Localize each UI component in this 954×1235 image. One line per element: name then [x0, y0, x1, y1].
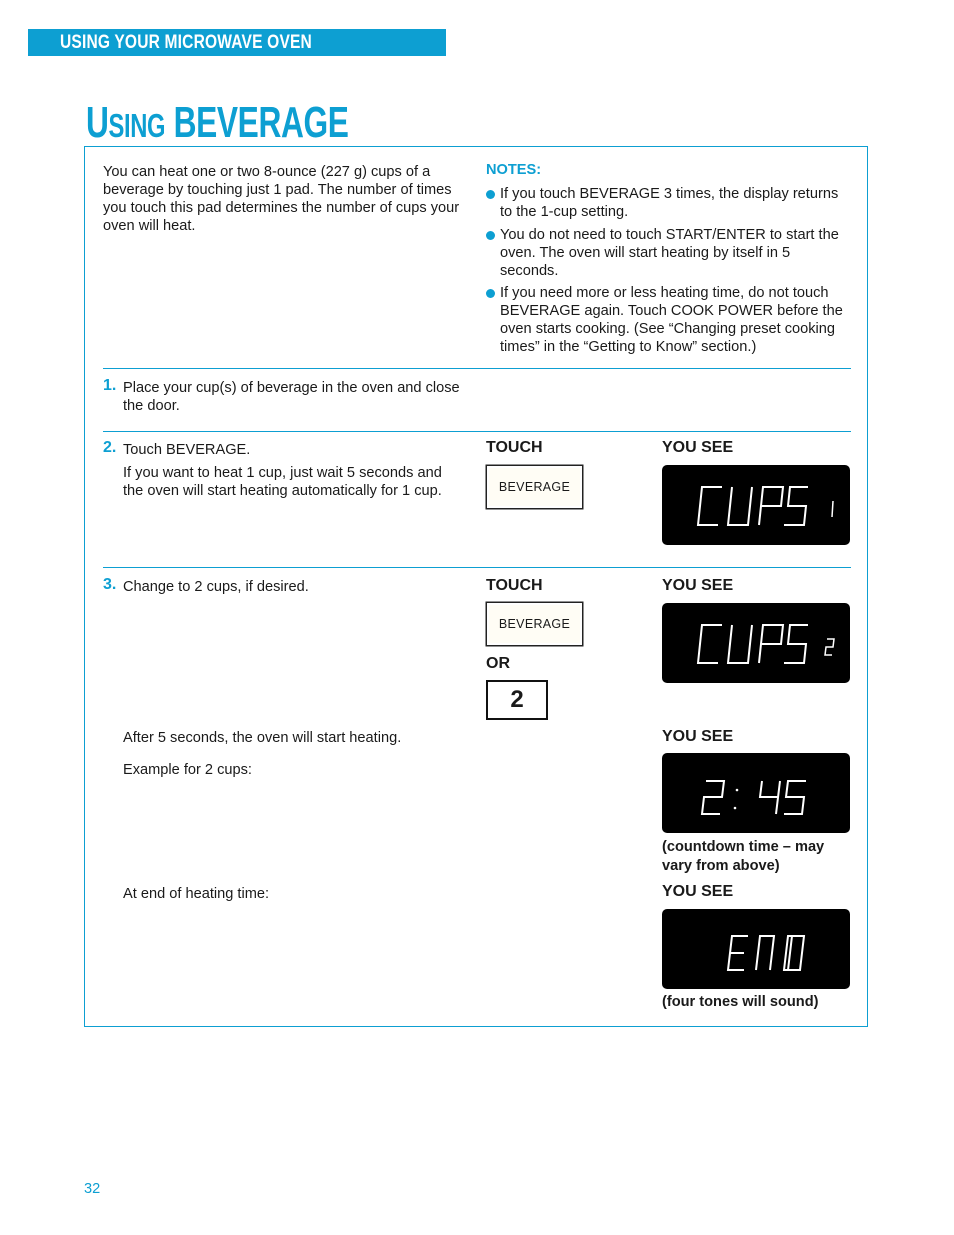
divider [103, 368, 851, 369]
section-header-bar [28, 29, 446, 56]
after-text: After 5 seconds, the oven will start heating. [123, 730, 402, 746]
display-qty-digit [825, 639, 834, 655]
note-item [486, 226, 846, 280]
display-time-digits [702, 781, 806, 814]
step-detail: If you want to heat 1 cup, just wait 5 seconds and the oven will start heating automatically for 1 cup. [123, 465, 442, 499]
divider [103, 431, 851, 432]
display-text-end [728, 936, 804, 970]
display-segments [662, 753, 850, 833]
display-text-cups [698, 625, 808, 663]
step-number: 1. [103, 377, 117, 394]
end-text: At end of heating time: [123, 886, 270, 902]
time-indicator: TIME [732, 767, 752, 776]
divider [103, 567, 851, 568]
qty-indicator: QTY [673, 529, 691, 538]
bullet-icon [486, 289, 495, 298]
countdown-caption: (countdown time – may vary from above) [662, 839, 825, 874]
note-item [486, 284, 858, 356]
step-text: Change to 2 cups, if desired. [123, 579, 309, 595]
reheat-indicator: REHEAT [732, 914, 766, 923]
oven-display [662, 753, 850, 833]
you-see-label: YOU SEE [662, 577, 734, 594]
you-see-label: YOU SEE [662, 728, 734, 745]
note-text: If you need more or less heating time, do not touch BEVERAGE again. Touch COOK POWER before the oven starts cooking. (See “Changing preset cooking times” in the “Getting to Know” section.) [500, 285, 843, 355]
intro-paragraph: You can heat one or two 8-ounce (227 g) cups of a beverage by touching just 1 pad. The number of times you touch this pad determines the number of cups your oven will heat. [103, 164, 460, 234]
beverage-pad[interactable]: BEVERAGE [486, 602, 583, 646]
step-text: Touch BEVERAGE. [123, 442, 251, 458]
step-number: 2. [103, 439, 117, 456]
oven-display [662, 603, 850, 683]
section-header-label: USING YOUR MICROWAVE OVEN [60, 32, 312, 53]
auto-indicator: AUTO [706, 914, 730, 923]
page-title [86, 98, 349, 148]
touch-label: TOUCH [486, 577, 543, 594]
display-segments [662, 465, 850, 545]
display-segments [662, 909, 850, 989]
display-segments [662, 603, 850, 683]
display-colon [734, 789, 739, 810]
title-first-letter: U [86, 98, 109, 147]
oven-display [662, 465, 850, 545]
auto-indicator: AUTO [706, 758, 730, 767]
note-text: You do not need to touch START/ENTER to start the oven. The oven will start heating by itself in 5 seconds. [500, 227, 839, 279]
you-see-label: YOU SEE [662, 883, 734, 900]
display-qty-digit [832, 501, 833, 517]
you-see-label: YOU SEE [662, 439, 734, 456]
step-number: 3. [103, 576, 117, 593]
beverage-pad[interactable]: BEVERAGE [486, 465, 583, 509]
tones-caption: (four tones will sound) [662, 994, 819, 1010]
title-small-caps: SING [108, 107, 166, 144]
notes-heading: NOTES: [486, 162, 542, 178]
example-text: Example for 2 cups: [123, 762, 252, 778]
bullet-icon [486, 231, 495, 240]
qty-indicator: QTY [673, 667, 691, 676]
display-text-cups [698, 487, 808, 525]
title-bold-word: BEVERAGE [173, 98, 349, 147]
step-text: Place your cup(s) of beverage in the oven and close the door. [123, 380, 460, 414]
reheat-indicator: REHEAT [732, 758, 766, 767]
touch-label: TOUCH [486, 439, 543, 456]
number-pad-2[interactable]: 2 [486, 680, 548, 720]
or-label: OR [486, 655, 510, 672]
note-item [486, 185, 844, 221]
bullet-icon [486, 190, 495, 199]
oven-display [662, 909, 850, 989]
note-text: If you touch BEVERAGE 3 times, the display returns to the 1-cup setting. [500, 186, 839, 220]
page-number: 32 [84, 1181, 101, 1197]
